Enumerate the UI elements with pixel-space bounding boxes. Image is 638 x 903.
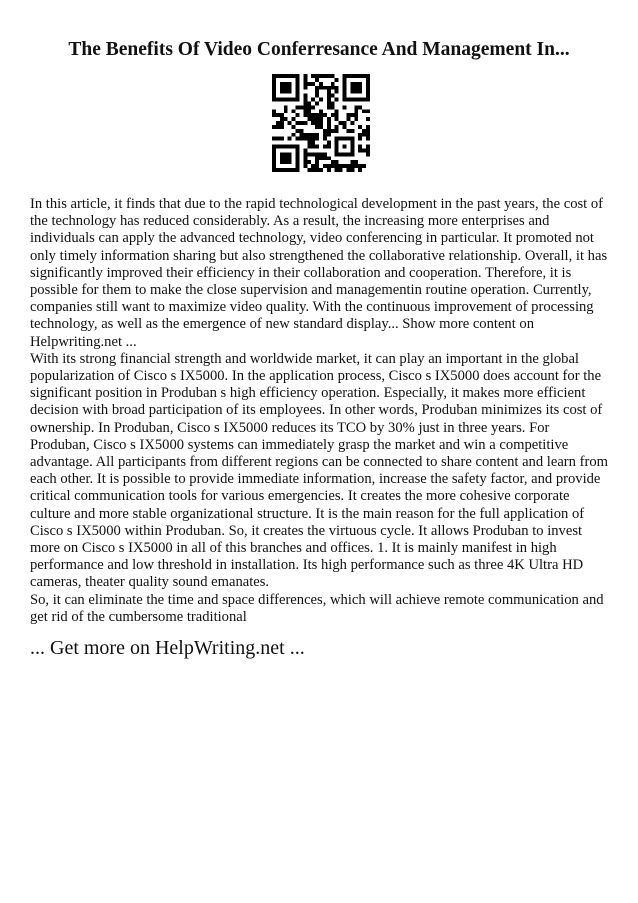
qr-code-icon	[272, 74, 370, 172]
get-more-link[interactable]: ... Get more on HelpWriting.net ...	[30, 637, 305, 659]
paragraph: With its strong financial strength and worldwide market, it can play an important in the global popularization of Cisco s IX5000. In the application process, Cisco s IX5000 does account for the significant position in Produban s high efficiency operation. Especially, it makes more efficient decision with broad participation of its employees. In other words, Produban minimizes its cost of ownership. In Produban, Cisco s IX5000 reduces its TCO by 30% just in three years. For Produban, Cisco s IX5000 systems can immediately grasp the market and win a competitive advantage. All participants from different regions can be connected to share content and learn from each other. It is possible to provide immediate information, increase the safety factor, and provide critical communication tools for various emergencies. It creates the more cohesive corporate culture and more stable organizational structure. It is the main reason for the full application of Cisco s IX5000 within Produban. So, it creates the virtuous cycle. It allows Produban to invest more on Cisco s IX5000 in all of this branches and offices. 1. It is mainly manifest in high performance and low threshold in installation. Its high performance such as three 4K Ultra HD cameras, theater quality sound emanates.	[30, 350, 608, 591]
article-body	[30, 196, 610, 626]
document-title: The Benefits Of Video Conferresance And Management In...	[68, 39, 570, 60]
paragraph: In this article, it finds that due to the rapid technological development in the past years, the cost of the technology has reduced considerably. As a result, the increasing more enterprises and individuals can apply the advanced technology, video conferencing in particular. It promoted not only timely information sharing but also strengthened the collaborative relationship. Overall, it has significantly improved their efficiency in their collaboration and cooperation. Therefore, it is possible for them to make the close supervision and managementin routine operation. Currently, companies still want to maximize video quality. With the continuous improvement of processing technology, as well as the emergence of new standard display... Show more content on Helpwriting.net ...	[30, 196, 608, 350]
paragraph: So, it can eliminate the time and space differences, which will achieve remote communication and get rid of the cumbersome traditional	[30, 591, 604, 625]
